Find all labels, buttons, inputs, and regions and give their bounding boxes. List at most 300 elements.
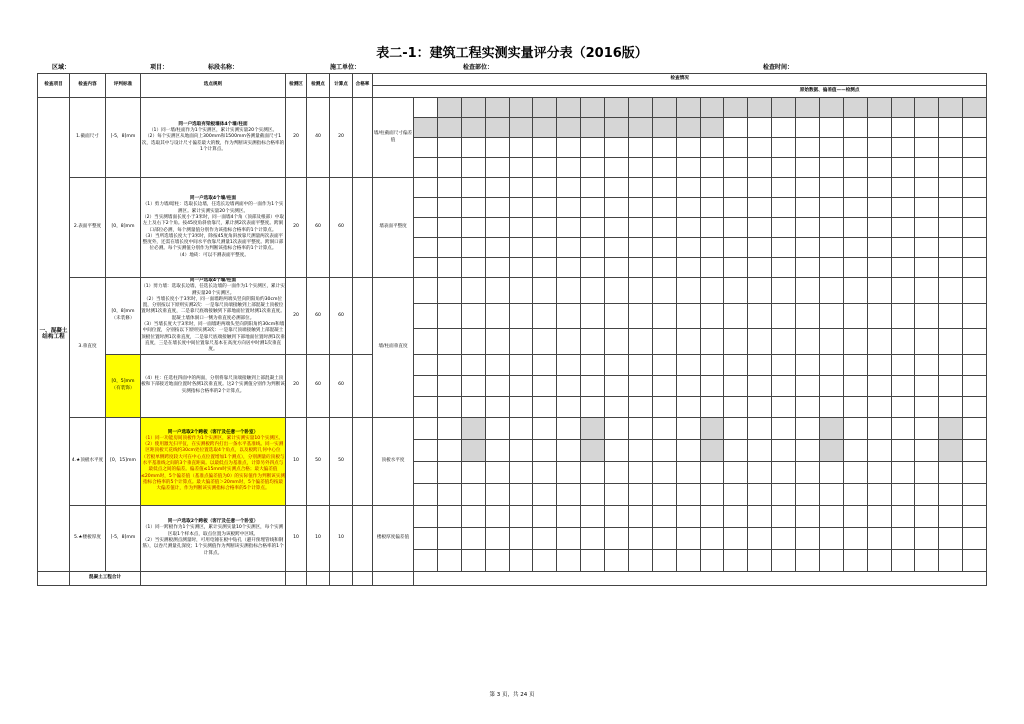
data-cell	[867, 238, 891, 258]
data-cell	[676, 329, 700, 355]
data-cell	[700, 98, 724, 118]
data-cell	[461, 198, 485, 218]
data-cell	[939, 258, 963, 278]
data-cell	[939, 238, 963, 258]
row-standard: [0，5]mm （有装饰）	[106, 354, 141, 417]
data-cell	[843, 178, 867, 198]
data-cell	[437, 461, 461, 483]
data-cell	[796, 375, 820, 396]
data-cell	[676, 138, 700, 158]
data-cell	[963, 178, 987, 198]
data-cell	[461, 178, 485, 198]
data-cell	[581, 118, 605, 138]
data-cell	[700, 158, 724, 178]
data-cell	[414, 98, 438, 118]
data-cell	[867, 138, 891, 158]
data-cell	[796, 549, 820, 571]
data-cell	[963, 118, 987, 138]
data-cell	[867, 258, 891, 278]
data-cell	[748, 527, 772, 549]
data-cell	[796, 461, 820, 483]
data-cell	[652, 354, 676, 375]
table-row	[38, 417, 987, 439]
data-cell	[676, 505, 700, 527]
data-cell	[867, 461, 891, 483]
data-cell	[414, 354, 438, 375]
data-cell	[915, 439, 939, 461]
data-cell	[963, 238, 987, 258]
meta-contractor: 施工单位：	[330, 64, 361, 71]
data-cell	[461, 549, 485, 571]
data-cell	[867, 198, 891, 218]
data-cell	[509, 158, 533, 178]
data-cell	[557, 218, 581, 238]
data-cell	[461, 396, 485, 417]
data-cell	[605, 505, 629, 527]
data-cell	[748, 439, 772, 461]
data-cell	[915, 138, 939, 158]
data-cell	[772, 329, 796, 355]
data-cell	[843, 258, 867, 278]
row-rule	[141, 354, 286, 417]
data-cell	[796, 118, 820, 138]
data-cell	[891, 198, 915, 218]
row-content: 4.★顶板水平度	[70, 417, 106, 505]
data-cell	[676, 417, 700, 439]
data-cell	[414, 238, 438, 258]
data-cell	[581, 198, 605, 218]
data-cell	[891, 439, 915, 461]
data-cell	[772, 461, 796, 483]
data-cell	[437, 549, 461, 571]
data-cell	[628, 118, 652, 138]
data-cell	[819, 505, 843, 527]
data-cell	[605, 461, 629, 483]
data-cell	[628, 396, 652, 417]
data-cell	[557, 278, 581, 304]
score-table	[37, 73, 987, 586]
data-cell	[509, 354, 533, 375]
data-cell	[461, 329, 485, 355]
row-pass	[353, 417, 373, 505]
data-cell	[819, 461, 843, 483]
data-cell	[605, 198, 629, 218]
row-check: 墙/柱截面尺寸偏差值	[373, 98, 414, 178]
data-cell	[557, 354, 581, 375]
data-cell	[628, 329, 652, 355]
data-cell	[891, 218, 915, 238]
data-cell	[772, 375, 796, 396]
data-cell	[819, 158, 843, 178]
data-cell	[605, 483, 629, 505]
row-rule	[141, 98, 286, 178]
data-cell	[557, 417, 581, 439]
data-cell	[605, 158, 629, 178]
row-standard: [-5，8]mm	[106, 98, 141, 178]
total-cell	[373, 571, 414, 585]
data-cell	[939, 138, 963, 158]
data-cell	[772, 303, 796, 329]
data-cell	[605, 303, 629, 329]
data-cell	[509, 505, 533, 527]
data-cell	[437, 138, 461, 158]
data-cell	[819, 238, 843, 258]
data-cell	[557, 439, 581, 461]
row-check: 墙/柱面垂直度	[373, 278, 414, 418]
data-cell	[891, 483, 915, 505]
data-cell	[437, 98, 461, 118]
data-cell	[939, 178, 963, 198]
data-cell	[437, 329, 461, 355]
data-cell	[461, 505, 485, 527]
data-cell	[700, 329, 724, 355]
data-cell	[700, 527, 724, 549]
data-cell	[796, 198, 820, 218]
meta-area: 区域：	[52, 64, 71, 71]
data-cell	[437, 439, 461, 461]
data-cell	[605, 527, 629, 549]
data-cell	[414, 329, 438, 355]
total-grid	[414, 571, 987, 585]
table-row	[38, 278, 987, 304]
data-cell	[557, 505, 581, 527]
data-cell	[557, 118, 581, 138]
data-cell	[772, 98, 796, 118]
meta-time: 检查时间：	[763, 64, 794, 71]
data-cell	[772, 527, 796, 549]
table-row	[38, 178, 987, 198]
row-content: 3.垂直度	[70, 278, 106, 418]
data-cell	[509, 329, 533, 355]
data-cell	[724, 278, 748, 304]
data-cell	[772, 258, 796, 278]
data-cell	[509, 178, 533, 198]
data-cell	[628, 258, 652, 278]
data-cell	[581, 278, 605, 304]
data-cell	[581, 461, 605, 483]
data-cell	[437, 218, 461, 238]
data-cell	[724, 158, 748, 178]
total-blank	[38, 571, 70, 585]
data-cell	[437, 238, 461, 258]
data-cell	[819, 354, 843, 375]
data-cell	[652, 118, 676, 138]
data-cell	[867, 178, 891, 198]
data-cell	[819, 483, 843, 505]
data-cell	[939, 303, 963, 329]
data-cell	[867, 354, 891, 375]
data-cell	[581, 439, 605, 461]
data-cell	[915, 218, 939, 238]
data-cell	[843, 218, 867, 238]
data-cell	[724, 303, 748, 329]
data-cell	[843, 303, 867, 329]
data-cell	[533, 198, 557, 218]
data-cell	[939, 527, 963, 549]
data-cell	[772, 505, 796, 527]
data-cell	[867, 396, 891, 417]
data-cell	[796, 138, 820, 158]
data-cell	[748, 303, 772, 329]
data-cell	[796, 98, 820, 118]
data-cell	[963, 439, 987, 461]
data-cell	[581, 238, 605, 258]
data-cell	[509, 483, 533, 505]
data-cell	[700, 178, 724, 198]
data-cell	[700, 417, 724, 439]
data-cell	[915, 527, 939, 549]
data-cell	[700, 138, 724, 158]
data-cell	[605, 138, 629, 158]
data-cell	[915, 354, 939, 375]
data-cell	[724, 417, 748, 439]
data-cell	[652, 238, 676, 258]
data-cell	[748, 549, 772, 571]
data-cell	[485, 396, 509, 417]
data-cell	[891, 178, 915, 198]
data-cell	[676, 527, 700, 549]
data-cell	[557, 396, 581, 417]
data-cell	[437, 303, 461, 329]
data-cell	[963, 527, 987, 549]
data-cell	[557, 98, 581, 118]
data-cell	[891, 329, 915, 355]
data-cell	[533, 329, 557, 355]
data-cell	[748, 198, 772, 218]
meta-part: 检查部位：	[463, 64, 494, 71]
data-cell	[676, 375, 700, 396]
data-cell	[963, 354, 987, 375]
data-cell	[652, 461, 676, 483]
data-cell	[485, 278, 509, 304]
data-cell	[819, 258, 843, 278]
row-zones: 10	[286, 505, 307, 571]
data-cell	[915, 483, 939, 505]
page-title: 表二-1：建筑工程实测实量评分表（2016版）	[376, 46, 648, 61]
data-cell	[557, 198, 581, 218]
data-cell	[581, 505, 605, 527]
data-cell	[772, 118, 796, 138]
data-cell	[724, 258, 748, 278]
data-cell	[748, 375, 772, 396]
data-cell	[796, 258, 820, 278]
data-cell	[748, 98, 772, 118]
row-rule	[141, 178, 286, 278]
data-cell	[437, 354, 461, 375]
data-cell	[652, 98, 676, 118]
data-cell	[915, 178, 939, 198]
data-cell	[915, 396, 939, 417]
data-cell	[485, 461, 509, 483]
row-content: 2.表面平整度	[70, 178, 106, 278]
data-cell	[414, 118, 438, 138]
data-cell	[819, 218, 843, 238]
data-cell	[628, 158, 652, 178]
data-cell	[652, 417, 676, 439]
data-cell	[724, 118, 748, 138]
data-cell	[867, 439, 891, 461]
data-cell	[509, 527, 533, 549]
data-cell	[652, 303, 676, 329]
row-calc: 50	[330, 417, 353, 505]
data-cell	[509, 396, 533, 417]
meta-section: 标段名称：	[208, 64, 239, 71]
data-cell	[724, 375, 748, 396]
data-cell	[533, 396, 557, 417]
data-cell	[915, 258, 939, 278]
row-pass	[353, 278, 373, 355]
data-cell	[676, 238, 700, 258]
total-cell	[141, 571, 286, 585]
data-cell	[676, 198, 700, 218]
data-cell	[581, 417, 605, 439]
data-cell	[581, 549, 605, 571]
data-cell	[796, 218, 820, 238]
data-cell	[963, 98, 987, 118]
data-cell	[796, 527, 820, 549]
data-cell	[485, 483, 509, 505]
data-cell	[509, 198, 533, 218]
data-cell	[819, 138, 843, 158]
data-cell	[485, 303, 509, 329]
data-cell	[772, 218, 796, 238]
row-pass	[353, 505, 373, 571]
data-cell	[437, 396, 461, 417]
meta-project: 项目：	[150, 64, 169, 71]
data-cell	[748, 218, 772, 238]
data-cell	[891, 278, 915, 304]
rule-body: （1）同一功能房间顶板作为1个实测区，累计实测实量10个实测区。 （2）使用激光扫平仪，在实测板跨内打出一条水平基准线。同一实测区距顶板天花线约30cm处位置选取4个角点，以及板跨几何中心位（若板单侧跨度较大可在中心点位置增加1个测点），分别测量砼顶板与水平基准线之间的3个垂直距离。以最低点为基准点，计算另外四点与最低点之间的偏差。偏差值≤15mm时实测点合格；最大偏差值≤20mm时，5个偏差值（基准点偏差值为0）的实际值作为判断该实测指标合格率的5个计算点。最大偏差值＞20mm时，5个偏差值均按最大偏差值计，作为判断该实测指标合格率的5个计算点。	[141, 435, 285, 492]
data-cell	[700, 238, 724, 258]
data-cell	[891, 258, 915, 278]
table-row	[38, 505, 987, 527]
data-cell	[891, 549, 915, 571]
data-cell	[867, 375, 891, 396]
data-cell	[939, 549, 963, 571]
data-cell	[533, 178, 557, 198]
data-cell	[581, 158, 605, 178]
data-cell	[557, 483, 581, 505]
data-cell	[843, 417, 867, 439]
row-points: 60	[307, 178, 330, 278]
data-cell	[485, 527, 509, 549]
data-cell	[748, 238, 772, 258]
data-cell	[939, 118, 963, 138]
row-calc: 60	[330, 354, 353, 417]
data-cell	[509, 258, 533, 278]
table-row	[38, 354, 987, 375]
data-cell	[628, 549, 652, 571]
data-cell	[867, 329, 891, 355]
data-cell	[605, 549, 629, 571]
data-cell	[461, 158, 485, 178]
data-cell	[843, 396, 867, 417]
data-cell	[724, 549, 748, 571]
data-cell	[915, 461, 939, 483]
rule-body: （1）同一墙/柱面作为1个实测区，累计实测实量20个实测区。 （2）每个实测区从地面向上300mm和1500mm各测量截面尺寸1次，选取其中与设计尺寸偏差最大的数，作为判断该实测指标合格率的1个计算点。	[141, 128, 285, 152]
data-cell	[724, 238, 748, 258]
data-cell	[891, 375, 915, 396]
data-cell	[915, 549, 939, 571]
data-cell	[939, 505, 963, 527]
data-cell	[485, 375, 509, 396]
data-cell	[628, 198, 652, 218]
data-cell	[939, 98, 963, 118]
data-cell	[819, 303, 843, 329]
data-cell	[628, 461, 652, 483]
data-cell	[748, 461, 772, 483]
data-cell	[628, 417, 652, 439]
row-content: 5.★楼板厚度	[70, 505, 106, 571]
data-cell	[485, 118, 509, 138]
data-cell	[557, 375, 581, 396]
data-cell	[772, 417, 796, 439]
data-cell	[843, 278, 867, 304]
header-check: 检查情况	[373, 74, 987, 86]
data-cell	[724, 527, 748, 549]
data-cell	[581, 138, 605, 158]
data-cell	[915, 329, 939, 355]
data-cell	[652, 483, 676, 505]
data-cell	[557, 549, 581, 571]
data-cell	[843, 198, 867, 218]
data-cell	[867, 278, 891, 304]
data-cell	[939, 396, 963, 417]
row-standard: [0，8]mm （未装修）	[106, 278, 141, 355]
data-cell	[533, 549, 557, 571]
row-zones: 20	[286, 354, 307, 417]
header-raw-data: 原始数据、偏差值——检测点	[373, 86, 987, 98]
data-cell	[628, 505, 652, 527]
data-cell	[748, 354, 772, 375]
header-item: 检查项目	[38, 74, 70, 98]
data-cell	[915, 158, 939, 178]
data-cell	[581, 483, 605, 505]
data-cell	[963, 158, 987, 178]
data-cell	[581, 527, 605, 549]
data-cell	[939, 417, 963, 439]
data-cell	[461, 483, 485, 505]
data-cell	[414, 505, 438, 527]
data-cell	[772, 198, 796, 218]
data-cell	[963, 417, 987, 439]
row-points: 40	[307, 98, 330, 178]
data-cell	[533, 278, 557, 304]
data-cell	[485, 417, 509, 439]
data-cell	[891, 527, 915, 549]
data-cell	[485, 505, 509, 527]
data-cell	[628, 303, 652, 329]
data-cell	[652, 505, 676, 527]
data-cell	[628, 278, 652, 304]
data-cell	[676, 549, 700, 571]
data-cell	[796, 238, 820, 258]
data-cell	[533, 439, 557, 461]
data-cell	[533, 354, 557, 375]
row-pass	[353, 98, 373, 178]
data-cell	[724, 98, 748, 118]
page-footer: 第 3 页，共 24 页	[489, 692, 535, 698]
data-cell	[414, 396, 438, 417]
data-cell	[891, 303, 915, 329]
rule-body: （4）柱：任选柱四面中的两面，分别将靠尺顶端接触到上部混凝土顶板和下部接近地面位置时各测1次垂直度。这2个实测值分别作为判断该实测指标合格率的2个计算点。	[141, 376, 285, 394]
rule-title: 同一户选取2个跨板（客厅及任意一个卧室）	[167, 429, 259, 435]
data-cell	[748, 278, 772, 304]
data-cell	[843, 549, 867, 571]
data-cell	[509, 461, 533, 483]
header-pass: 合格率	[353, 74, 373, 98]
row-calc: 60	[330, 278, 353, 355]
